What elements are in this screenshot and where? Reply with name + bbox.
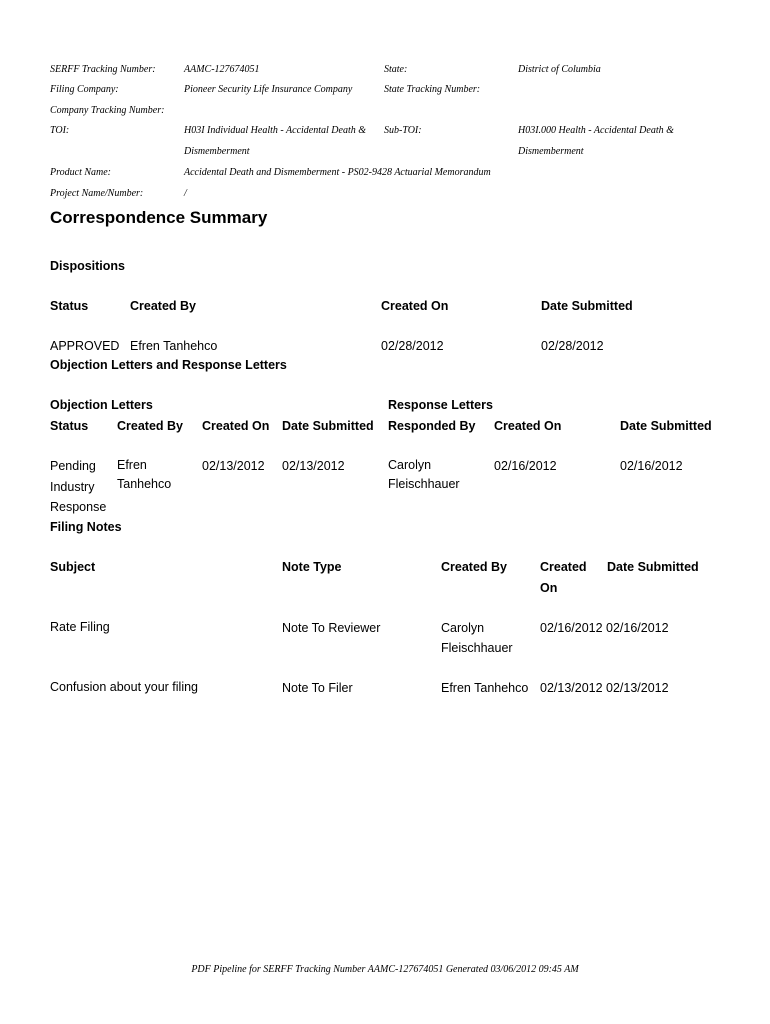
toi-value-line2: Dismemberment <box>184 146 250 157</box>
note-row-created-by-line1: Carolyn <box>441 621 485 635</box>
obj-row-status-line1: Pending <box>50 459 96 473</box>
project-name-value: / <box>184 188 187 199</box>
resp-row-created-on: 02/16/2012 <box>494 459 557 473</box>
obj-row-created-on: 02/13/2012 <box>202 459 265 473</box>
obj-col-created-on: Created On <box>202 419 270 433</box>
resp-row-responded-by-line1: Carolyn <box>388 458 432 472</box>
subtoi-value-line2: Dismemberment <box>518 146 584 157</box>
obj-row-status-line2: Industry <box>50 480 95 494</box>
filing-company-label: Filing Company: <box>50 84 119 95</box>
resp-col-created-on: Created On <box>494 419 562 433</box>
state-value: District of Columbia <box>518 64 601 75</box>
resp-col-responded-by: Responded By <box>388 419 476 433</box>
note-row-date-submitted: 02/16/2012 <box>606 621 669 635</box>
disp-row-status: APPROVED <box>50 339 120 353</box>
disp-row-created-by: Efren Tanhehco <box>130 339 218 353</box>
filing-company-value: Pioneer Security Life Insurance Company <box>184 84 353 95</box>
objection-response-heading: Objection Letters and Response Letters <box>50 358 287 372</box>
toi-value-line1: H03I Individual Health - Accidental Death & <box>184 125 366 136</box>
product-name-label: Product Name: <box>50 167 112 178</box>
notes-col-date-submitted: Date Submitted <box>607 560 699 574</box>
disp-col-status: Status <box>50 299 89 313</box>
note-row-date-submitted: 02/13/2012 <box>606 681 669 695</box>
obj-row-date-submitted: 02/13/2012 <box>282 459 345 473</box>
note-row-created-by-line1: Efren Tanhehco <box>441 681 529 695</box>
obj-row-created-by-line2: Tanhehco <box>117 477 172 491</box>
obj-col-status: Status <box>50 419 89 433</box>
project-name-label: Project Name/Number: <box>50 188 144 199</box>
disp-col-created-by: Created By <box>130 299 196 313</box>
obj-row-created-by-line1: Efren <box>117 458 147 472</box>
obj-col-created-by: Created By <box>117 419 183 433</box>
disp-col-created-on: Created On <box>381 299 449 313</box>
filing-notes-heading: Filing Notes <box>50 520 122 534</box>
product-name-value: Accidental Death and Dismemberment - PS02-9428 Actuarial Memorandum <box>184 167 491 178</box>
dispositions-heading: Dispositions <box>50 259 126 273</box>
page-title: Correspondence Summary <box>50 208 268 227</box>
objection-letters-label: Objection Letters <box>50 398 153 412</box>
notes-col-note-type: Note Type <box>282 560 342 574</box>
serff-tracking-label: SERFF Tracking Number: <box>50 64 156 75</box>
resp-row-date-submitted: 02/16/2012 <box>620 459 683 473</box>
toi-label: TOI: <box>50 125 70 136</box>
notes-col-created-on-line1: Created <box>540 560 587 574</box>
state-tracking-label: State Tracking Number: <box>384 84 481 95</box>
obj-col-date-submitted: Date Submitted <box>282 419 374 433</box>
note-row-created-on: 02/16/2012 <box>540 621 603 635</box>
resp-col-date-submitted: Date Submitted <box>620 419 712 433</box>
obj-row-status-line3: Response <box>50 500 107 514</box>
subtoi-label: Sub-TOI: <box>384 125 422 136</box>
note-row-type: Note To Reviewer <box>282 621 381 635</box>
disp-col-date-submitted: Date Submitted <box>541 299 633 313</box>
note-row-created-by-line2: Fleischhauer <box>441 641 513 655</box>
subtoi-value-line1: H03I.000 Health - Accidental Death & <box>518 125 674 136</box>
disp-row-created-on: 02/28/2012 <box>381 339 444 353</box>
note-row-created-on: 02/13/2012 <box>540 681 603 695</box>
response-letters-label: Response Letters <box>388 398 493 412</box>
page-footer: PDF Pipeline for SERFF Tracking Number AAMC-127674051 Generated 03/06/2012 09:45 AM <box>191 964 579 975</box>
note-row-type: Note To Filer <box>282 681 353 695</box>
state-label: State: <box>384 64 408 75</box>
notes-col-subject: Subject <box>50 560 96 574</box>
note-row-subject: Confusion about your filing <box>50 680 199 694</box>
disp-row-date-submitted: 02/28/2012 <box>541 339 604 353</box>
note-row-subject: Rate Filing <box>50 620 110 634</box>
serff-tracking-value: AAMC-127674051 <box>184 64 260 75</box>
notes-col-created-by: Created By <box>441 560 507 574</box>
company-tracking-label: Company Tracking Number: <box>50 105 165 116</box>
notes-col-created-on-line2: On <box>540 581 558 595</box>
resp-row-responded-by-line2: Fleischhauer <box>388 477 460 491</box>
